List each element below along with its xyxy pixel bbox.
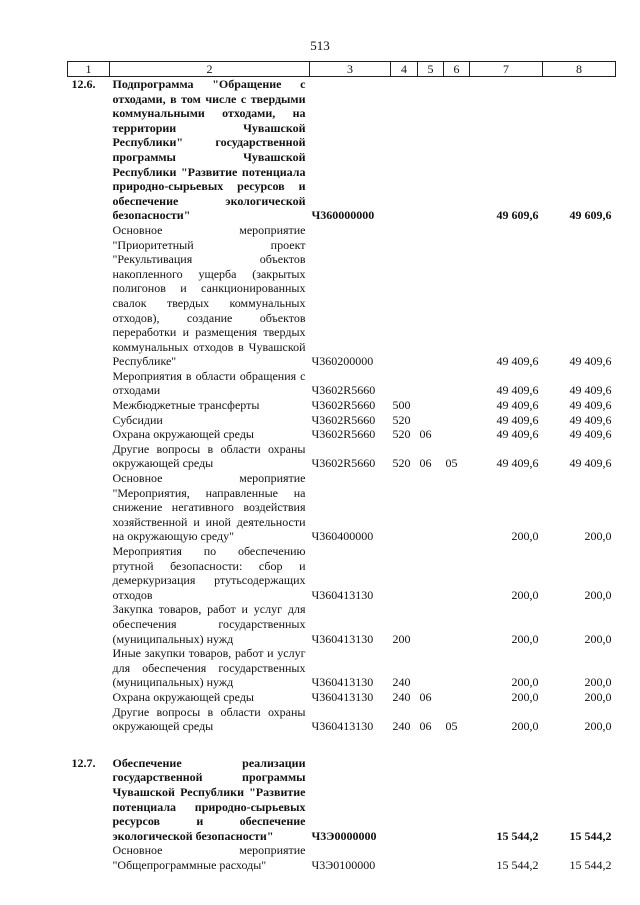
amount-col7: 200,0 (511, 675, 539, 690)
expense-type (391, 544, 418, 602)
expense-type: 500 (392, 398, 411, 413)
target-code: Ч3Э0100000 (311, 857, 376, 872)
expense-type (391, 369, 418, 398)
target-code: Ч360413130 (311, 631, 374, 646)
item-name: Иные закупки товаров, работ и услуг для обеспечения государственных (муниципальных) нужд (112, 646, 306, 690)
expense-type (391, 471, 418, 544)
table-row (68, 398, 616, 413)
header-cell: 5 (418, 62, 444, 77)
subsection (444, 427, 470, 442)
amount-col7: 49 409,6 (496, 383, 539, 398)
subsection (444, 602, 470, 646)
row-number (68, 705, 110, 734)
table-row (68, 77, 616, 223)
subsection: 05 (445, 719, 458, 734)
amount-col7: 200,0 (511, 631, 539, 646)
table-row (68, 705, 616, 734)
table-row (68, 843, 616, 872)
expense-type: 240 (392, 675, 411, 690)
amount-col8: 49 409,6 (569, 383, 612, 398)
header-cell: 1 (68, 62, 110, 77)
budget-table (67, 61, 616, 872)
row-number (68, 690, 110, 705)
row-number (68, 544, 110, 602)
target-code: Ч3602R5660 (311, 398, 376, 413)
expense-type: 240 (392, 689, 411, 704)
subsection (444, 646, 470, 690)
item-name: Другие вопросы в области охраны окружающей среды (112, 704, 306, 734)
subsection (444, 544, 470, 602)
row-number: 12.7. (71, 755, 96, 770)
section (418, 544, 444, 602)
row-number (68, 646, 110, 690)
amount-col8: 49 409,6 (569, 398, 612, 413)
row-number (68, 427, 110, 442)
table-row (68, 646, 616, 690)
target-code: Ч3602R5660 (311, 383, 376, 398)
amount-col7: 200,0 (511, 689, 539, 704)
expense-type: 200 (392, 631, 411, 646)
section (418, 223, 444, 369)
row-number (68, 843, 110, 872)
row-number (68, 223, 110, 369)
target-code: Ч3Э0000000 (311, 828, 377, 843)
section: 06 (419, 689, 432, 704)
item-name: Основное мероприятие "Мероприятия, направленные на снижение негативного воздействия хозяйственной и иной деятельности на окружающую среду" (112, 471, 306, 544)
expense-type: 520 (392, 412, 411, 427)
amount-col8: 200,0 (584, 675, 612, 690)
header-cell: 3 (310, 62, 391, 77)
expense-type: 520 (392, 456, 411, 471)
amount-col8: 15 544,2 (569, 828, 612, 843)
target-code: Ч360413130 (311, 719, 374, 734)
item-name: Охрана окружающей среды (112, 427, 254, 442)
row-number (68, 398, 110, 413)
table-row (68, 756, 616, 844)
item-name: Охрана окружающей среды (112, 689, 254, 704)
expense-type (391, 843, 418, 872)
subsection (444, 369, 470, 398)
section: 06 (419, 427, 432, 442)
amount-col7: 200,0 (511, 529, 539, 544)
section (418, 413, 444, 428)
section (418, 843, 444, 872)
target-code: Ч3602R5660 (311, 427, 376, 442)
subsection (444, 690, 470, 705)
amount-col7: 49 409,6 (496, 456, 539, 471)
item-name: Межбюджетные трансферты (112, 398, 260, 413)
expense-type: 520 (392, 427, 411, 442)
subsection (444, 843, 470, 872)
section (418, 398, 444, 413)
amount-col7: 49 409,6 (496, 427, 539, 442)
item-name: Другие вопросы в области охраны окружающей среды (112, 441, 306, 471)
subsection: 05 (445, 456, 458, 471)
section: 06 (419, 719, 432, 734)
amount-col7: 49 609,6 (496, 208, 539, 223)
table-row (68, 471, 616, 544)
table-row (68, 442, 616, 471)
page-number: 513 (310, 38, 330, 53)
header-cell: 7 (470, 62, 543, 77)
table-row (68, 427, 616, 442)
amount-col7: 49 409,6 (496, 398, 539, 413)
subsection (444, 413, 470, 428)
target-code: Ч360413130 (311, 689, 374, 704)
item-name: Закупка товаров, работ и услуг для обеспечения государственных (муниципальных) нужд (112, 602, 306, 646)
amount-col8: 49 409,6 (569, 412, 612, 427)
row-number (68, 471, 110, 544)
section: 06 (419, 456, 432, 471)
spacer-row (68, 734, 616, 756)
table-row (68, 602, 616, 646)
row-number (68, 369, 110, 398)
amount-col8: 49 409,6 (569, 456, 612, 471)
header-cell: 6 (444, 62, 470, 77)
table-row (68, 413, 616, 428)
amount-col8: 200,0 (584, 587, 612, 602)
header-row (68, 62, 616, 77)
target-code: Ч360413130 (311, 587, 374, 602)
target-code: Ч3602R5660 (311, 412, 376, 427)
header-cell: 8 (543, 62, 616, 77)
amount-col8: 49 409,6 (569, 427, 612, 442)
target-code: Ч360400000 (311, 529, 374, 544)
subsection (444, 398, 470, 413)
row-number (68, 413, 110, 428)
section (418, 471, 444, 544)
row-number (68, 602, 110, 646)
target-code: Ч3602R5660 (311, 456, 376, 471)
subsection (444, 223, 470, 369)
expense-type (391, 756, 418, 844)
table-row (68, 223, 616, 369)
header-cell: 4 (391, 62, 418, 77)
amount-col8: 15 544,2 (569, 857, 612, 872)
section (418, 602, 444, 646)
amount-col8: 49 409,6 (569, 354, 612, 369)
amount-col7: 49 409,6 (496, 412, 539, 427)
expense-type (391, 77, 418, 223)
amount-col7: 15 544,2 (496, 857, 539, 872)
item-name: Основное мероприятие "Приоритетный проект "Рекультивация объектов накопленного ущерба (закрытых полигонов и санкционированных свалок твердых коммунальных отходов), создание объектов переработки и размещения твердых коммунальных отходов в Чувашской Республике" (112, 222, 306, 369)
item-name: Субсидии (112, 412, 163, 427)
section (418, 369, 444, 398)
item-name: Мероприятия в области обращения с отходами (112, 368, 306, 398)
item-name: Подпрограмма "Обращение с отходами, в том числе с твердыми коммунальными отходами, на территории Чувашской Республики" государственной программы Чувашской Республики "Развитие потенциала природно-сырьевых ресурсов и обеспечение экологической безопасности" (112, 77, 306, 223)
subsection (444, 77, 470, 223)
section (418, 646, 444, 690)
row-number (68, 442, 110, 471)
subsection (444, 471, 470, 544)
target-code: Ч360200000 (311, 354, 374, 369)
table-row (68, 690, 616, 705)
amount-col7: 49 409,6 (496, 354, 539, 369)
amount-col8: 200,0 (584, 689, 612, 704)
expense-type (391, 223, 418, 369)
row-number: 12.6. (71, 77, 96, 91)
section (418, 77, 444, 223)
amount-col8: 200,0 (584, 719, 612, 734)
item-name: Обеспечение реализации государственной программы Чувашской Республики "Развитие потенциала природно-сырьевых ресурсов и обеспечение экологической безопасности" (112, 755, 306, 843)
amount-col8: 200,0 (584, 529, 612, 544)
amount-col7: 15 544,2 (496, 828, 539, 843)
expense-type: 240 (392, 719, 411, 734)
amount-col7: 200,0 (511, 587, 539, 602)
header-cell: 2 (110, 62, 310, 77)
table-row (68, 544, 616, 602)
item-name: Мероприятия по обеспечению ртутной безопасности: сбор и демеркуризация ртутьсодержащих отходов (112, 544, 306, 602)
table-row (68, 369, 616, 398)
amount-col7: 200,0 (511, 719, 539, 734)
subsection (444, 756, 470, 844)
amount-col8: 200,0 (584, 631, 612, 646)
amount-col8: 49 609,6 (569, 208, 612, 223)
item-name: Основное мероприятие "Общепрограммные расходы" (112, 843, 306, 872)
section (418, 756, 444, 844)
target-code: Ч360413130 (311, 675, 374, 690)
target-code: Ч360000000 (311, 208, 375, 223)
